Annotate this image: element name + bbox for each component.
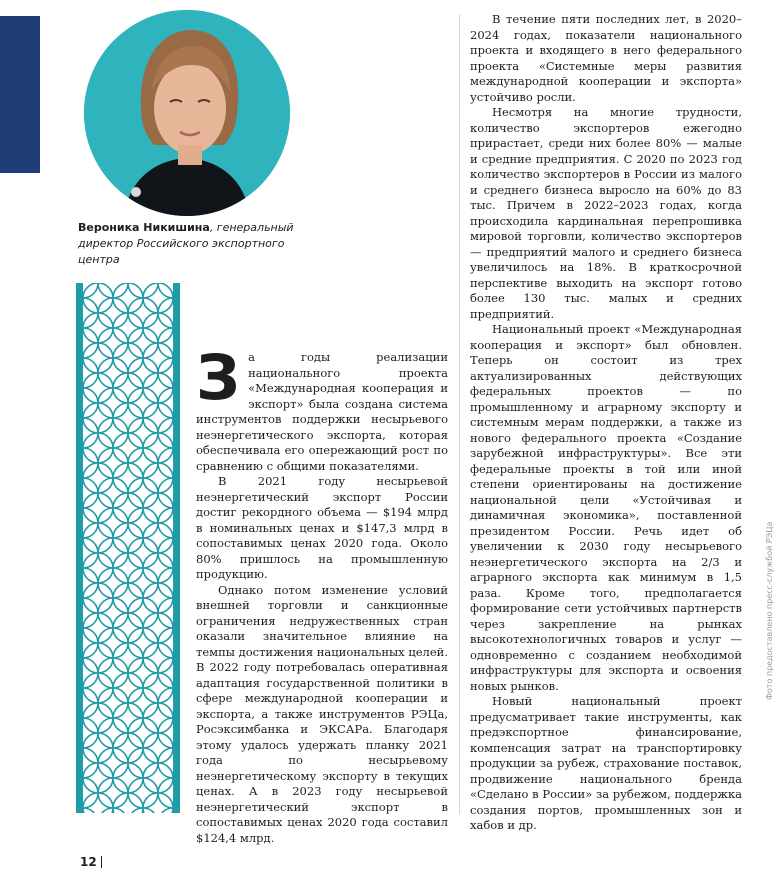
- left-text-column: [196, 341, 448, 846]
- column-divider: [459, 14, 460, 814]
- portrait-caption: [78, 220, 308, 268]
- decorative-pattern: [76, 283, 180, 813]
- photo-credit: Фото предоставлено пресс-службой РЭЦа: [765, 521, 774, 700]
- paragraph: За годы реализации национального проекта «Международная кооперация и экспорт» была создана система инструментов поддержки несырьевого неэнергетического экспорта, которая обеспечивала его опережающий рост по сравнению с общими показателями.: [196, 341, 448, 473]
- paragraph: Несмотря на многие трудности, количество экспортеров ежегодно прирастает, среди них более 80% — малые и средние предприятия. С 2020 по 2023 год количество экспортеров в России из малого и среднего бизнеса выросло на 60% до 83 тыс. Причем в 2022–2023 годах, когда происходила кардинальная перепрошивка мировой торговли, количество экспортеров — предприятий малого и среднего бизнеса увеличилось на 18%. В краткосрочной перспективе выходить на экспорт готово более 130 тыс. малых и средних предприятий.: [470, 105, 742, 321]
- accent-bar: [0, 16, 40, 173]
- right-text-column: [470, 12, 742, 834]
- paragraph: Однако потом изменение условий внешней торговли и санкционные ограничения недружественных стран оказали значительное влияние на темпы достижения национальных целей. В 2022 году потребовалась оперативная адаптация государственной политики в сфере международной кооперации и экспорта, а также инструментов РЭЦа, Росэксимбанка и ЭКСАРа. Благодаря этому удалось удержать планку 2021 года по несырьевому неэнергетическому экспорту в текущих ценах. А в 2023 году несырьевой неэнергетический экспорт в сопоставимых ценах 2020 года составил $124,4 млрд.: [196, 582, 448, 845]
- caption-role: , генеральный директор Российского экспортного центра: [78, 221, 294, 266]
- drop-cap: З: [196, 341, 241, 414]
- page-number-separator: [101, 856, 102, 868]
- page-number: 12: [80, 855, 97, 869]
- paragraph: В 2021 году несырьевой неэнергетический экспорт России достиг рекордного объема — $194 млрд в номинальных ценах и $147,3 млрд в сопоставимых ценах 2020 года. Около 80% пришлось на промышленную продукцию.: [196, 474, 448, 581]
- caption-name: Вероника Никишина: [78, 221, 210, 234]
- paragraph: Новый национальный проект предусматривает такие инструменты, как предэкспортное финансирование, компенсация затрат на транспортировку продукции за рубеж, страхование поставок, продвижение национального бренда «Сделано в России» за рубежом, поддержка создания портов, промышленных зон и хабов и др.: [470, 694, 742, 832]
- portrait-photo: [84, 10, 290, 216]
- paragraph: Национальный проект «Международная кооперация и экспорт» был обновлен. Теперь он состоит из трех актуализированных действующих федеральных проектов — по промышленному и аграрному экспорту и системным мерам поддержки, а также из нового федерального проекта «Создание зарубежной инфраструктуры». Все эти федеральные проекты в той или иной степени ориентированы на достижение национальной цели «Устойчивая и динамичная экономика», поставленной президентом России. Речь идет об увеличении к 2030 году несырьевого неэнергетического экспорта на 2/3 и аграрного экспорта как минимум в 1,5 раза. Кроме того, предполагается формирование сети устойчивых партнерств через закрепление на рынках высокотехнологичных товаров и услуг — одновременно с созданием необходимой инфраструктуры для экспорта и освоения новых рынков.: [470, 322, 742, 693]
- paragraph: В течение пяти последних лет, в 2020–2024 годах, показатели национального проекта и входящего в него федерального проекта «Системные меры развития международной кооперации и экспорта» устойчиво росли.: [470, 12, 742, 104]
